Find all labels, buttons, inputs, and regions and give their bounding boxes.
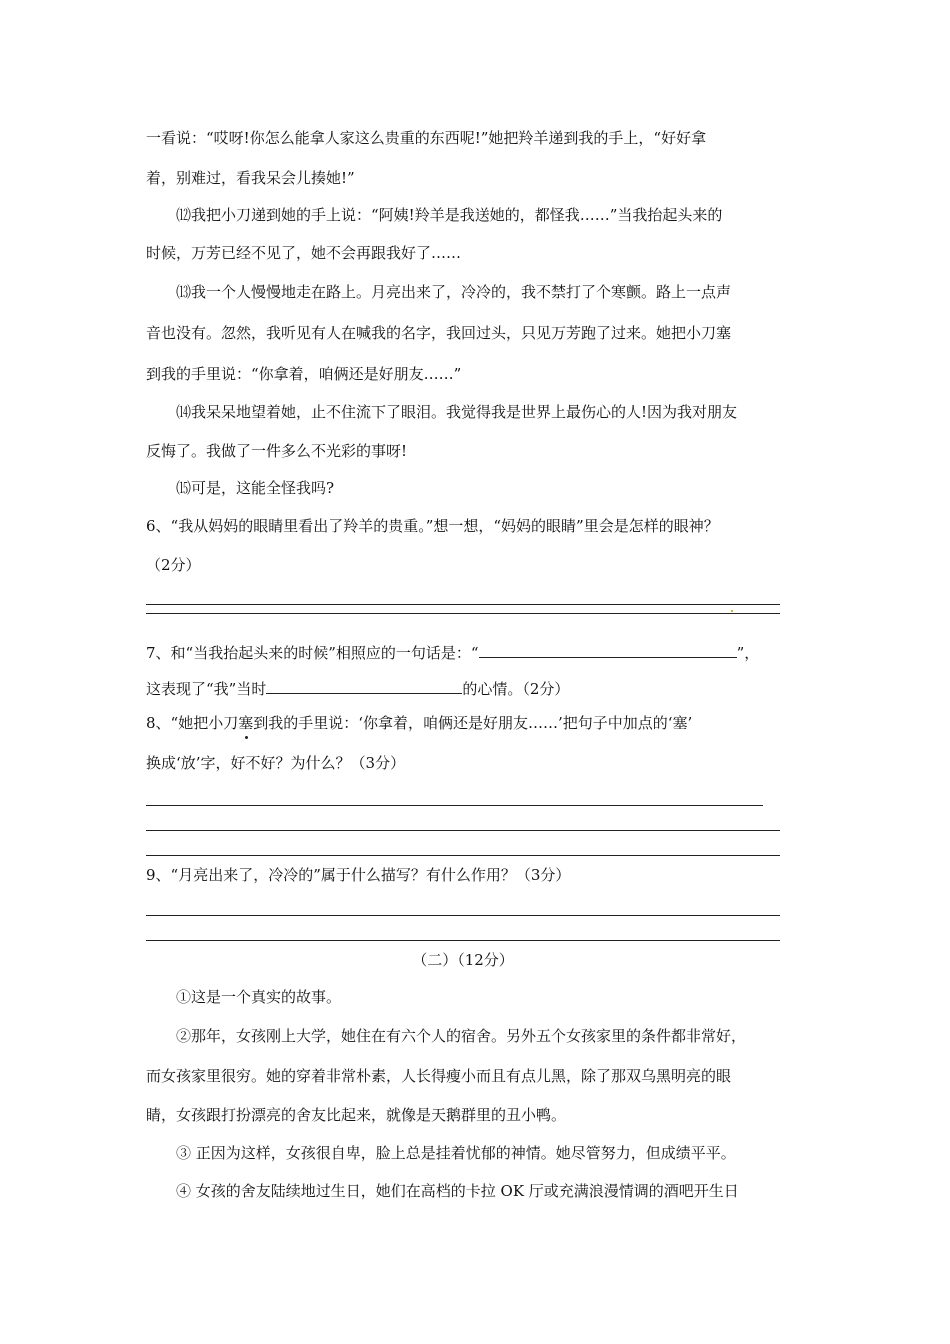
paragraph-11-line-1: 一看说：“哎呀!你怎么能拿人家这么贵重的东西呢!”她把羚羊递到我的手上，“好好拿 <box>146 129 707 147</box>
q7-answer-blank-2[interactable] <box>266 677 462 694</box>
question-6-line-2: （2分） <box>146 556 201 574</box>
question-8-line-2: 换成‘放’字，好不好？为什么？（3分） <box>146 754 406 772</box>
question-7-prefix: 7、和“当我抬起头来的时候”相照应的一句话是：“ <box>146 644 479 662</box>
section-2-paragraph-2-line-2: 而女孩家里很穷。她的穿着非常朴素，人长得瘦小而且有点儿黑，除了那双乌黑明亮的眼 <box>146 1067 732 1085</box>
question-7-suffix: ”， <box>736 644 760 662</box>
answer-line-q9-1[interactable] <box>146 915 780 916</box>
section-2-paragraph-4-line-1: ④ 女孩的舍友陆续地过生日，她们在高档的卡拉 OK 厅或充满浪漫情调的酒吧开生日 <box>176 1182 739 1200</box>
paragraph-13-line-1: ⒀我一个人慢慢地走在路上。月亮出来了，冷冷的，我不禁打了个寒颤。路上一点声 <box>176 283 732 301</box>
section-2-heading: （二）（12分） <box>412 951 514 969</box>
question-7-line-2-suffix: 的心情。（2分） <box>462 680 570 698</box>
question-6-line-1: 6、“我从妈妈的眼睛里看出了羚羊的贵重。”想一想，“妈妈的眼睛”里会是怎样的眼神？ <box>146 517 719 535</box>
section-2-paragraph-2-line-3: 睛，女孩跟打扮漂亮的舍友比起来，就像是天鹅群里的丑小鸭。 <box>146 1106 567 1124</box>
question-8-prefix: 8、“她把小刀 <box>146 714 239 732</box>
paragraph-14-line-2: 反悔了。我做了一件多么不光彩的事呀! <box>146 442 408 460</box>
answer-line-q6-2[interactable] <box>146 613 780 614</box>
answer-line-q8-3[interactable] <box>146 855 780 856</box>
section-2-paragraph-3: ③ 正因为这样，女孩很自卑，脸上总是挂着忧郁的神情。她尽管努力，但成绩平平。 <box>176 1144 736 1162</box>
question-8-line-1 <box>146 713 692 733</box>
question-7-line-2-prefix: 这表现了“我”当时 <box>146 680 267 698</box>
answer-line-q8-2[interactable] <box>146 830 780 831</box>
section-2-paragraph-2-line-1: ②那年，女孩刚上大学，她住在有六个人的宿舍。另外五个女孩家里的条件都非常好， <box>176 1027 747 1045</box>
q7-answer-blank-1[interactable] <box>479 641 737 658</box>
question-7-line-2 <box>146 677 569 699</box>
paragraph-14-line-1: ⒁我呆呆地望着她，止不住流下了眼泪。我觉得我是世界上最伤心的人!因为我对朋友 <box>176 403 738 421</box>
paragraph-12-line-2: 时候，万芳已经不见了，她不会再跟我好了…… <box>146 244 462 262</box>
paragraph-13-line-3: 到我的手里说：“你拿着，咱俩还是好朋友……” <box>146 365 462 383</box>
answer-line-q6-1[interactable] <box>146 604 780 605</box>
answer-line-q8-1[interactable] <box>146 805 763 806</box>
question-8-suffix: 到我的手里说：‘你拿着，咱俩还是好朋友……’把句子中加点的‘塞’ <box>253 714 693 732</box>
section-2-paragraph-1: ①这是一个真实的故事。 <box>176 988 342 1006</box>
paragraph-15-line-1: ⒂可是，这能全怪我吗? <box>176 479 335 497</box>
paragraph-12-line-1: ⑿我把小刀递到她的手上说：“阿姨!羚羊是我送她的，都怪我……”当我抬起头来的 <box>176 206 723 224</box>
question-9-line-1: 9、“月亮出来了，冷冷的”属于什么描写？有什么作用？（3分） <box>146 866 571 884</box>
paragraph-13-line-2: 音也没有。忽然，我听见有人在喊我的名字，我回过头，只见万芳跑了过来。她把小刀塞 <box>146 324 732 342</box>
speck-mark <box>731 610 733 612</box>
emphasis-dotted-char: 塞 <box>238 714 254 732</box>
answer-line-q9-2[interactable] <box>146 940 780 941</box>
question-7-line-1 <box>146 641 759 663</box>
paragraph-11-line-2: 着，别难过，看我呆会儿揍她!” <box>146 169 355 187</box>
